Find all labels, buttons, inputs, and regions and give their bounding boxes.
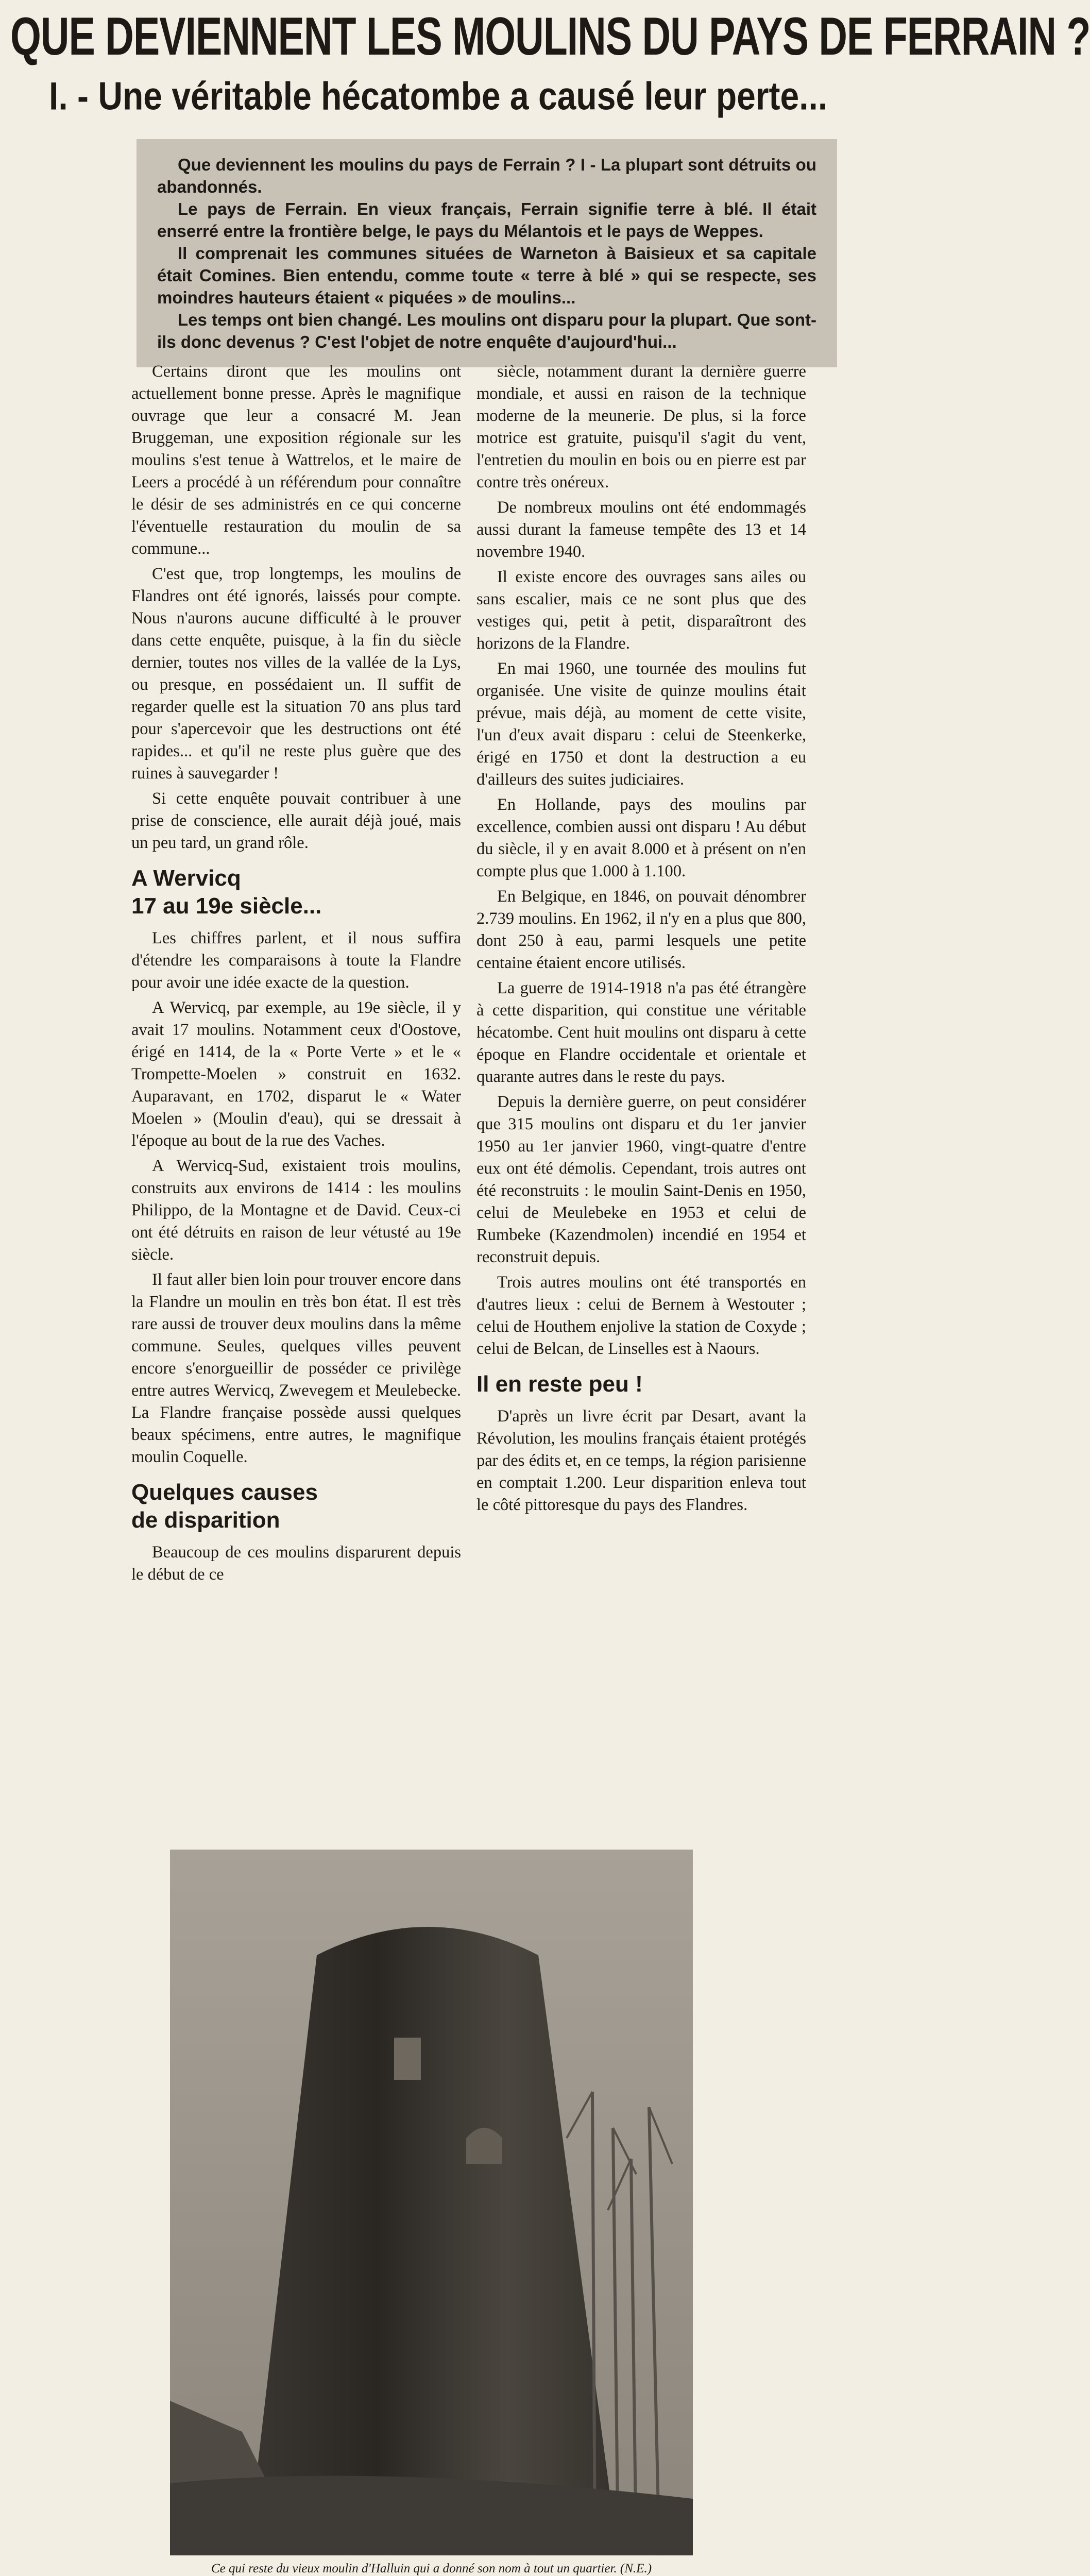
heading-line: Quelques causes — [131, 1480, 318, 1505]
article-column-2 — [476, 361, 806, 1516]
heading-line: A Wervicq — [131, 866, 241, 891]
intro-paragraph: Que deviennent les moulins du pays de Ferrain ? I - La plupart sont détruits ou abandonnés. — [157, 155, 816, 196]
body-paragraph: Les chiffres parlent, et il nous suffira d'étendre les comparaisons à toute la Flandre pour avoir une idée exacte de la question. — [131, 929, 461, 992]
caption-credit: (N.E.) — [620, 2562, 652, 2575]
section-heading-causes — [131, 1479, 461, 1534]
intro-paragraph: Les temps ont bien changé. Les moulins ont disparu pour la plupart. Que sont-ils donc devenus ? C'est l'objet de notre enquête d'aujourd'hui... — [157, 310, 816, 351]
body-paragraph: En Hollande, pays des moulins par excellence, combien aussi ont disparu ! Au début du siècle, il y en avait 8.000 et à présent on n'en compte plus que 1.000 à 1.100. — [476, 795, 806, 880]
section-heading-wervicq — [131, 865, 461, 920]
intro-box — [137, 139, 837, 367]
heading-line: 17 au 19e siècle... — [131, 893, 322, 919]
body-paragraph: A Wervicq-Sud, existaient trois moulins, construits aux environs de 1414 : les moulins Philippo, de la Montagne et de David. Ceux-ci ont été détruits en raison de leur vétusté au 19e siècle. — [131, 1157, 461, 1264]
photo-caption — [170, 2561, 693, 2576]
body-paragraph: Il faut aller bien loin pour trouver encore dans la Flandre un moulin en très bon état. Il est très rare aussi de trouver deux moulins dans la même commune. Seules, quelques villes peuvent encore s'enorgueillir de posséder ce privilège entre autres Wervicq, Zwevegem et Meulebecke. La Flandre française possède aussi quelques beaux spécimens, entre autres, le magnifique moulin Coquelle. — [131, 1270, 461, 1466]
body-paragraph: La guerre de 1914-1918 n'a pas été étrangère à cette disparition, qui constitue une véritable hécatombe. Cent huit moulins ont disparu à cette époque en Flandre occidentale et orientale et quarante autres dans le reste du pays. — [476, 979, 806, 1086]
body-paragraph: Depuis la dernière guerre, on peut considérer que 315 moulins ont disparu et du 1er janvier 1950 au 1er janvier 1960, vingt-quatre d'entre eux ont été démolis. Cependant, trois autres ont été reconstruits : le moulin Saint-Denis en 1950, celui de Meulebeke en 1953 et celui de Rumbeke (Kazendmolen) incendié en 1954 et reconstruit depuis. — [476, 1093, 806, 1266]
caption-text: Ce qui reste du vieux moulin d'Halluin qui a donné son nom à tout un quartier. — [211, 2562, 617, 2575]
heading-line: de disparition — [131, 1507, 280, 1533]
body-paragraph: Si cette enquête pouvait contribuer à une prise de conscience, elle aurait déjà joué, mais un peu tard, un grand rôle. — [131, 789, 461, 852]
body-paragraph: En mai 1960, une tournée des moulins fut organisée. Une visite de quinze moulins était prévue, mais déjà, au moment de cette visite, l'un d'eux avait disparu : celui de Steenkerke, érigé en 1750 et dont la destruction a eu d'ailleurs des suites judiciaires. — [476, 659, 806, 789]
body-paragraph: C'est que, trop longtemps, les moulins de Flandres ont été ignorés, laissés pour compte. Nous n'aurons aucune difficulté à le prouver dans cette enquête, puisque, à la fin du siècle dernier, toutes nos villes de la vallée de la Lys, ou presque, en possédaient un. Il suffit de regarder quelle est la situation 70 ans plus tard pour s'apercevoir que les destructions ont été rapides... et qu'il ne reste plus guère que des ruines à sauvegarder ! — [131, 565, 461, 783]
body-paragraph: Certains diront que les moulins ont actuellement bonne presse. Après le magnifique ouvrage que leur a consacré M. Jean Bruggeman, une exposition régionale sur les moulins s'est tenue à Wattrelos, et le maire de Leers a procédé à un référendum pour connaître le désir de ses administrés en ce qui concerne l'éventuelle restauration du moulin de sa commune... — [131, 362, 461, 558]
body-paragraph: Il existe encore des ouvrages sans ailes ou sans escalier, mais ce ne sont plus que des vestiges qui, petit à petit, disparaîtront des horizons de la Flandre. — [476, 568, 806, 653]
body-paragraph: En Belgique, en 1846, on pouvait dénombrer 2.739 moulins. En 1962, il n'y en a plus que 800, dont 250 à eau, parmi lesquels une petite centaine étaient encore utilisés. — [476, 887, 806, 972]
headline: QUE DEVIENNENT LES MOULINS DU PAYS DE FERRAIN ? — [10, 6, 1090, 66]
body-paragraph: A Wervicq, par exemple, au 19e siècle, il y avait 17 moulins. Notamment ceux d'Oostove, érigé en 1414, de la « Porte Verte » et le « Trompette-Moelen » construit en 1632. Auparavant, en 1702, disparut le « Water Moelen » (Moulin d'eau), qui se dressait à l'époque au bout de la rue des Vaches. — [131, 998, 461, 1150]
body-paragraph: Beaucoup de ces moulins disparurent depuis le début de ce — [131, 1543, 461, 1584]
body-paragraph: Trois autres moulins ont été transportés en d'autres lieux : celui de Bernem à Westouter ; celui de Houthem enjolive la station de Coxyde ; celui de Belcan, de Linselles est à Naours. — [476, 1273, 806, 1358]
body-paragraph: siècle, notamment durant la dernière guerre mondiale, et aussi en raison de la technique moderne de la meunerie. De plus, si la force motrice est gratuite, puisqu'il s'agit du vent, l'entretien du moulin en bois ou en pierre est par contre très onéreux. — [476, 362, 806, 492]
windmill-photo — [170, 1850, 693, 2555]
intro-paragraph: Il comprenait les communes situées de Warneton à Baisieux et sa capitale était Comines. Bien entendu, comme toute « terre à blé » qui se respecte, ses moindres hauteurs étaient « piquées » de moulins... — [157, 244, 816, 307]
article-column-1 — [131, 361, 461, 1586]
intro-paragraph: Le pays de Ferrain. En vieux français, Ferrain signifie terre à blé. Il était enserré entre la frontière belge, le pays du Mélantois et le pays de Weppes. — [157, 199, 816, 241]
body-paragraph: D'après un livre écrit par Desart, avant la Révolution, les moulins français étaient protégés par des édits et, en ce temps, la région parisienne en comptait 1.200. Leur disparition enleva tout le côté pittoresque du pays des Flandres. — [476, 1407, 806, 1514]
section-heading-reste: Il en reste peu ! — [476, 1371, 643, 1397]
subheadline: I. - Une véritable hécatombe a causé leur perte... — [49, 74, 828, 118]
windmill-ruin-illustration — [170, 1850, 693, 2555]
body-paragraph: De nombreux moulins ont été endommagés aussi durant la fameuse tempête des 13 et 14 novembre 1940. — [476, 498, 806, 561]
